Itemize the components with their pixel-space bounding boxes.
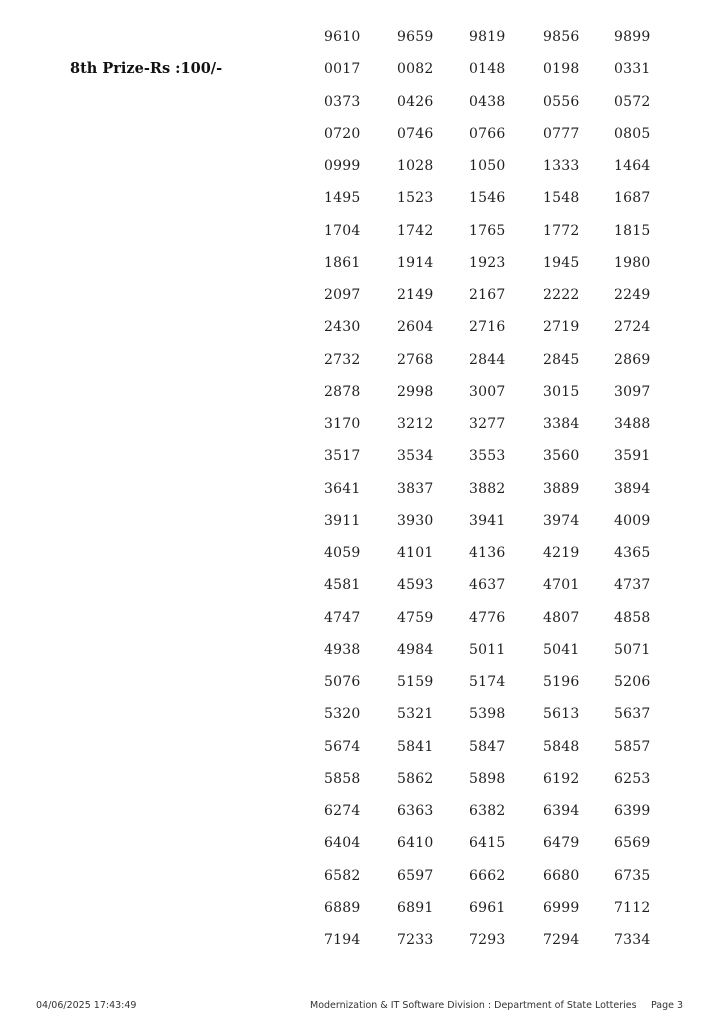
winning-number: 3560 [543,448,580,465]
winning-number: 6735 [614,867,651,884]
winning-number: 3384 [543,416,580,432]
winning-number: 5613 [543,706,580,723]
winning-number: 0017 [324,61,361,78]
number-row [0,351,724,383]
winning-number: 1333 [543,158,580,174]
number-row [0,802,724,834]
number-row [0,447,724,479]
winning-number: 6597 [397,867,434,884]
number-row [0,28,724,60]
winning-number: 1815 [614,222,651,239]
winning-number: 3837 [397,480,434,497]
winning-number: 4365 [614,545,651,561]
number-row [0,673,724,705]
winning-number: 4776 [469,609,506,626]
winning-number: 4938 [324,641,361,658]
number-row [0,222,724,254]
winning-number: 3889 [543,480,580,497]
number-row [0,609,724,641]
winning-number: 7334 [614,932,651,948]
number-row [0,157,724,189]
winning-number: 3277 [469,416,506,432]
winning-number: 4807 [543,609,580,626]
winning-number: 2844 [469,351,506,368]
winning-number: 2724 [614,319,651,336]
winning-number: 4759 [397,609,434,626]
winning-number: 2869 [614,351,651,368]
winning-number: 1523 [397,190,434,207]
winning-number: 5898 [469,770,506,787]
winning-number: 2878 [324,383,361,400]
number-row [0,576,724,608]
number-row [0,318,724,350]
winning-number: 6404 [324,835,361,852]
winning-number: 4593 [397,577,434,594]
winning-number: 2768 [397,351,434,368]
number-row [0,931,724,963]
number-row [0,60,724,92]
winning-number: 5076 [324,674,361,690]
winning-number: 5637 [614,706,651,723]
winning-number: 5321 [397,706,434,723]
number-row [0,705,724,737]
winning-number: 7194 [324,932,361,948]
winning-number: 5041 [543,641,580,658]
winning-number: 4101 [397,545,434,561]
winning-number: 1464 [614,158,651,174]
winning-number: 2604 [397,319,434,336]
winning-number: 1742 [397,222,434,239]
winning-number: 3911 [324,512,361,529]
winning-number: 3882 [469,480,506,497]
number-row [0,641,724,673]
winning-number: 3015 [543,383,580,400]
number-row [0,254,724,286]
winning-number: 5320 [324,706,361,723]
winning-number: 4637 [469,577,506,594]
winning-number: 9856 [543,29,580,45]
winning-number: 9610 [324,29,361,45]
winning-number: 5848 [543,738,580,755]
winning-number: 5206 [614,674,651,690]
number-row [0,867,724,899]
number-row [0,899,724,931]
winning-number: 5847 [469,738,506,755]
winning-number: 5159 [397,674,434,690]
winning-number: 1980 [614,254,651,271]
winning-number: 7233 [397,932,434,948]
winning-number: 3553 [469,448,506,465]
winning-number: 1495 [324,190,361,207]
winning-number: 6961 [469,899,506,916]
winning-number: 6479 [543,835,580,852]
winning-number: 2719 [543,319,580,336]
winning-number: 3894 [614,480,651,497]
winning-number: 4581 [324,577,361,594]
winning-number: 1028 [397,158,434,174]
winning-number: 6192 [543,770,580,787]
footer-page-number: Page 3 [651,1000,684,1011]
winning-number: 1914 [397,254,434,271]
winning-number: 1050 [469,158,506,174]
prize-tier-label: 8th Prize-Rs :100/- [70,60,223,77]
winning-number: 7293 [469,932,506,948]
winning-number: 9899 [614,29,651,45]
winning-number: 4747 [324,609,361,626]
winning-number: 4737 [614,577,651,594]
winning-number: 6999 [543,899,580,916]
winning-number: 2167 [469,287,506,303]
winning-number: 6582 [324,867,361,884]
winning-number: 5196 [543,674,580,690]
winning-number: 3930 [397,512,434,529]
winning-number: 5071 [614,641,651,658]
winning-number: 5174 [469,674,506,690]
winning-number: 6569 [614,835,651,852]
number-row [0,189,724,221]
winning-number: 6363 [397,803,434,819]
winning-number: 2998 [397,383,434,400]
winning-number: 5398 [469,706,506,723]
winning-number: 0766 [469,125,506,142]
winning-number: 2222 [543,287,580,303]
winning-number: 2097 [324,287,361,303]
winning-number: 3170 [324,416,361,432]
winning-number: 0720 [324,125,361,142]
winning-number: 2845 [543,351,580,368]
winning-number: 4136 [469,545,506,561]
winning-number: 0331 [614,61,651,78]
number-row [0,770,724,802]
winning-number: 5858 [324,770,361,787]
winning-number: 4858 [614,609,651,626]
winning-number: 3534 [397,448,434,465]
number-row [0,544,724,576]
winning-number: 6399 [614,803,651,819]
winning-number: 4984 [397,641,434,658]
winning-number: 6680 [543,867,580,884]
number-row [0,125,724,157]
winning-number: 9819 [469,29,506,45]
winning-number: 3007 [469,383,506,400]
winning-number: 0198 [543,61,580,78]
winning-number: 1772 [543,222,580,239]
winning-number: 0572 [614,93,651,110]
winning-number: 1687 [614,190,651,207]
winning-number: 3097 [614,383,651,400]
winning-number: 3974 [543,512,580,529]
winning-number: 6889 [324,899,361,916]
winning-number: 3591 [614,448,651,465]
winning-number: 1945 [543,254,580,271]
winning-number: 0373 [324,93,361,110]
winning-number: 0438 [469,93,506,110]
number-row [0,834,724,866]
winning-number: 6410 [397,835,434,852]
winning-number: 5857 [614,738,651,755]
winning-number: 0082 [397,61,434,78]
winning-number: 0556 [543,93,580,110]
winning-number: 5674 [324,738,361,755]
winning-number: 5011 [469,641,506,658]
winning-number: 6382 [469,803,506,819]
winning-number: 2732 [324,351,361,368]
winning-number: 3941 [469,512,506,529]
winning-number: 4219 [543,545,580,561]
number-row [0,93,724,125]
number-row [0,738,724,770]
winning-number: 0805 [614,125,651,142]
winning-number: 0777 [543,125,580,142]
winning-number: 6415 [469,835,506,852]
winning-number: 6891 [397,899,434,916]
winning-number: 5841 [397,738,434,755]
winning-number: 1546 [469,190,506,207]
winning-number: 1704 [324,222,361,239]
number-row [0,480,724,512]
winning-number: 4701 [543,577,580,594]
winning-number: 1765 [469,222,506,239]
footer-department: Modernization & IT Software Division : Department of State Lotteries [310,1000,637,1011]
winning-number: 0999 [324,158,361,174]
winning-number: 3488 [614,416,651,432]
winning-number: 5862 [397,770,434,787]
winning-number: 4009 [614,512,651,529]
number-row [0,383,724,415]
number-row [0,512,724,544]
winning-number: 1548 [543,190,580,207]
winning-number: 1923 [469,254,506,271]
winning-number: 7294 [543,932,580,948]
footer-timestamp: 04/06/2025 17:43:49 [36,1000,137,1011]
winning-number: 0426 [397,93,434,110]
winning-number: 3641 [324,480,361,497]
winning-number: 3517 [324,448,361,465]
winning-number: 6662 [469,867,506,884]
winning-number: 6394 [543,803,580,819]
winning-numbers-grid [0,28,724,963]
winning-number: 1861 [324,254,361,271]
winning-number: 2430 [324,319,361,336]
winning-number: 9659 [397,29,434,45]
winning-number: 0746 [397,125,434,142]
winning-number: 6253 [614,770,651,787]
winning-number: 2249 [614,287,651,303]
winning-number: 0148 [469,61,506,78]
number-row [0,286,724,318]
winning-number: 6274 [324,803,361,819]
winning-number: 2716 [469,319,506,336]
number-row [0,415,724,447]
winning-number: 7112 [614,899,651,916]
winning-number: 3212 [397,416,434,432]
winning-number: 4059 [324,545,361,561]
winning-number: 2149 [397,287,434,303]
